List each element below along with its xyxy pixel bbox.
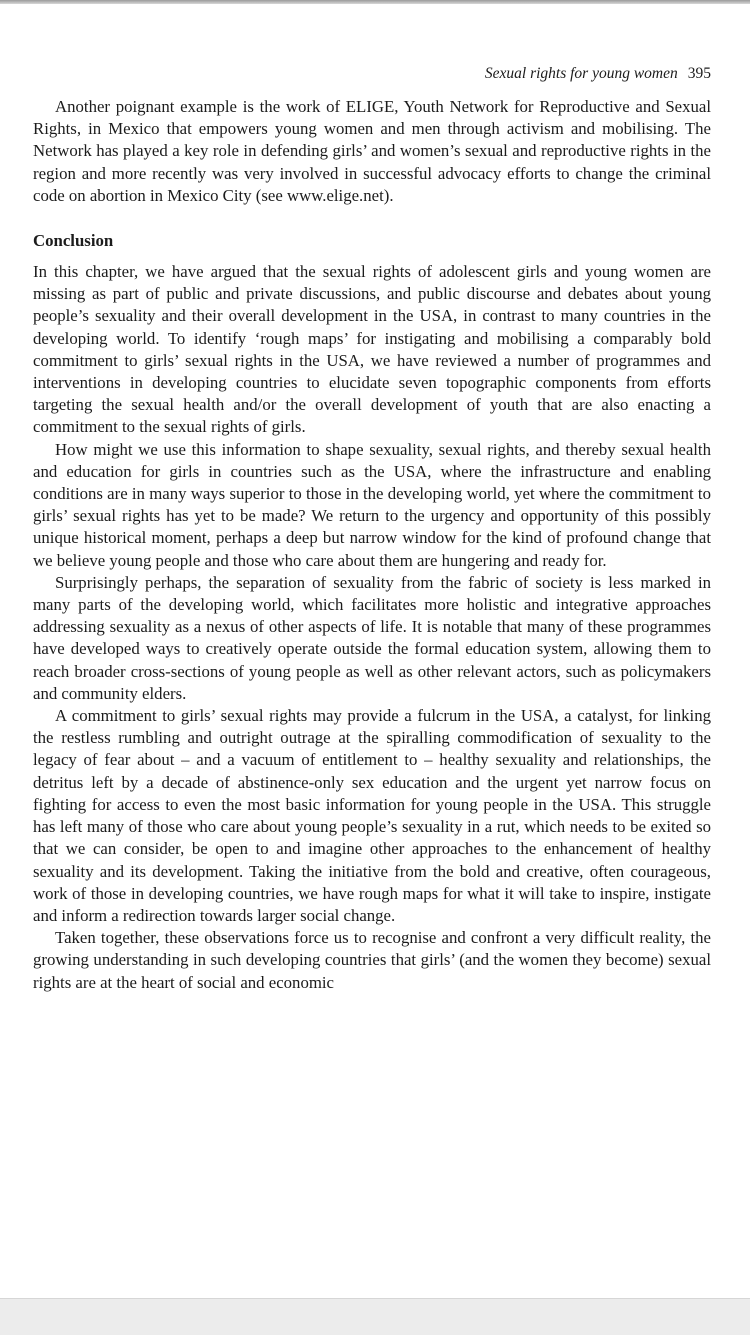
paragraph-intro: Another poignant example is the work of ELIGE, Youth Network for Reproductive and Sexual Rights, in Mexico that empowers young women and men through activism and mobilising. The Network has played a key role in defending girls’ and women’s sexual and reproductive rights in the region and more recently was very involved in successful advocacy efforts to change the criminal code on abortion in Mexico City (see www.elige.net). — [33, 97, 711, 205]
paragraph-conclusion-2: How might we use this information to shape sexuality, sexual rights, and thereby sexual health and education for girls in countries such as the USA, where the infrastructure and enabling conditions are in many ways superior to those in the developing world, yet where the commitment to girls’ sexual rights has yet to be made? We return to the urgency and opportunity of this possibly unique historical moment, perhaps a deep but narrow window for the kind of profound change that we believe young people and those who care about them are hungering and ready for. — [33, 439, 711, 570]
paragraph-conclusion-1: In this chapter, we have argued that the sexual rights of adolescent girls and young women are missing as part of public and private discussions, and public discourse and debates about young people’s sexuality and their overall development in the USA, in contrast to many countries in the developing world. To identify ‘rough maps’ for instigating and mobilising a comparably bold commitment to girls’ sexual rights in the USA, we have reviewed a number of programmes and interventions in developing countries to elucidate seven topographic components from efforts targeting the sexual health and/or the overall development of youth that are also enacting a commitment to the sexual rights of girls. — [33, 262, 711, 437]
paragraph-conclusion-3: Surprisingly perhaps, the separation of sexuality from the fabric of society is less marked in many parts of the developing world, which facilitates more holistic and integrative approaches addressing sexuality as a nexus of other aspects of life. It is notable that many of these programmes have developed ways to creatively operate outside the formal education system, allowing them to reach broader cross-sections of young people as well as other relevant actors, such as policymakers and community elders. — [33, 572, 711, 703]
scan-top-edge — [0, 0, 750, 4]
book-page — [33, 62, 711, 994]
paragraph-conclusion-4: A commitment to girls’ sexual rights may provide a fulcrum in the USA, a catalyst, for linking the restless rumbling and outright outrage at the spiralling commodification of sexuality to the legacy of fear about – and a vacuum of entitlement to – healthy sexuality and relationships, the detritus left by a decade of abstinence-only sex education and the urgent yet narrow focus on fighting for access to even the most basic information for young people in the USA. This struggle has left many of those who care about young people’s sexuality in a rut, which needs to be exited so that we can consider, be open to and imagine other approaches to the enhancement of healthy sexuality and its development. Taking the initiative from the bold and creative, often courageous, work of those in developing countries, we have rough maps for what it will take to inspire, instigate and inform a redirection towards larger social change. — [33, 706, 711, 925]
bottom-bar — [0, 1298, 750, 1335]
paragraph-conclusion-5: Taken together, these observations force us to recognise and confront a very difficult reality, the growing understanding in such developing countries that girls’ (and the women they become) sexual rights are at the heart of social and economic — [33, 928, 711, 992]
running-head — [33, 62, 711, 86]
page-number: 395 — [687, 65, 711, 82]
running-title: Sexual rights for young women — [484, 65, 678, 82]
section-heading: Conclusion — [33, 231, 114, 251]
